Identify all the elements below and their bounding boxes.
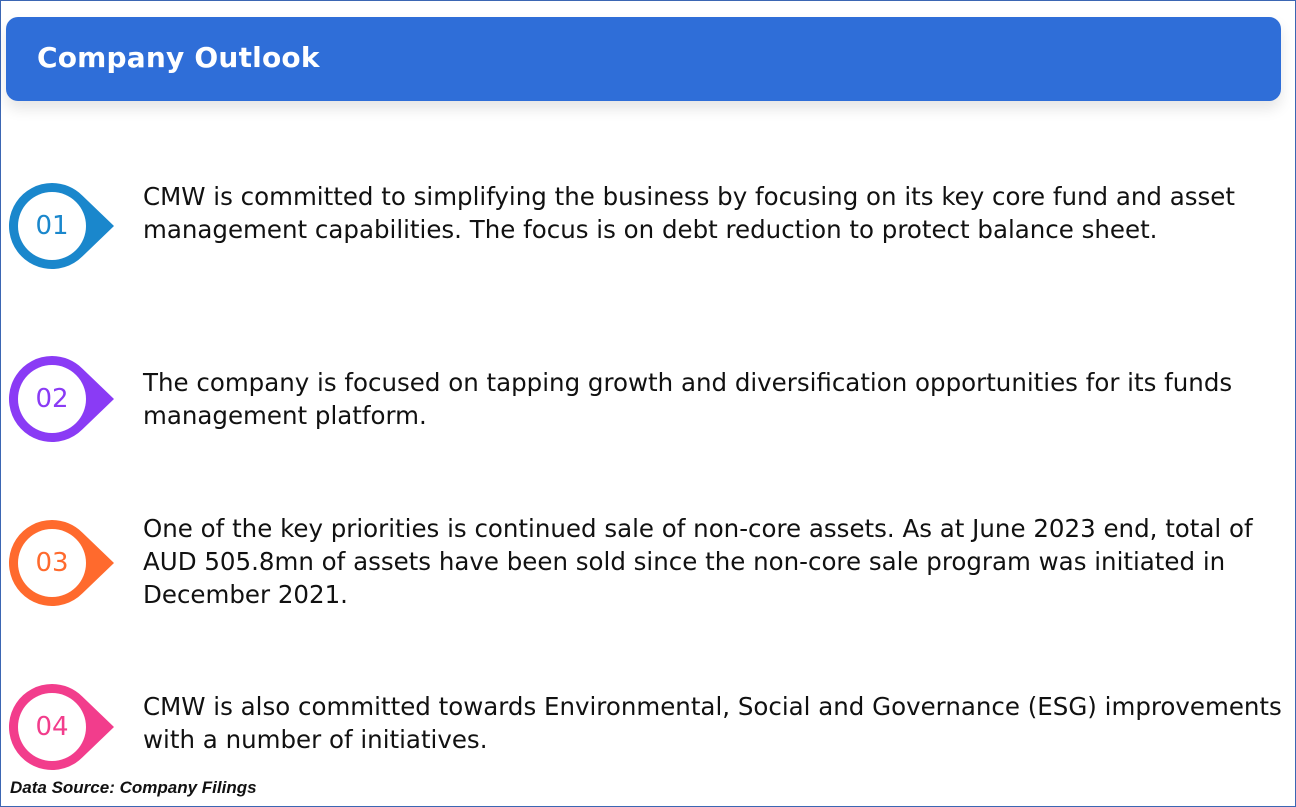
item-text: CMW is also committed towards Environmental, Social and Governance (ESG) improvements with a number of initiatives.: [143, 692, 1282, 754]
badge-number: 01: [35, 211, 69, 241]
item-text: The company is focused on tapping growth and diversification opportunities for its funds management platform.: [143, 368, 1233, 430]
badge-number: 04: [35, 712, 69, 742]
number-badge: [6, 681, 118, 773]
number-badge: [6, 517, 118, 609]
page-title: Company Outlook: [37, 41, 320, 74]
data-source-note: Data Source: Company Filings: [10, 778, 257, 797]
header-banner: [6, 17, 1281, 101]
number-badge: [6, 353, 118, 445]
item-text: One of the key priorities is continued sale of non-core assets. As at June 2023 end, total of AUD 505.8mn of assets have been sold since the non-core sale program was initiated in December 2021.: [143, 514, 1253, 609]
badge-number: 02: [35, 384, 69, 414]
item-text: CMW is committed to simplifying the business by focusing on its key core fund and asset management capabilities. The focus is on debt reduction to protect balance sheet.: [143, 182, 1235, 244]
badge-number: 03: [35, 548, 69, 578]
number-badge: [6, 180, 118, 272]
